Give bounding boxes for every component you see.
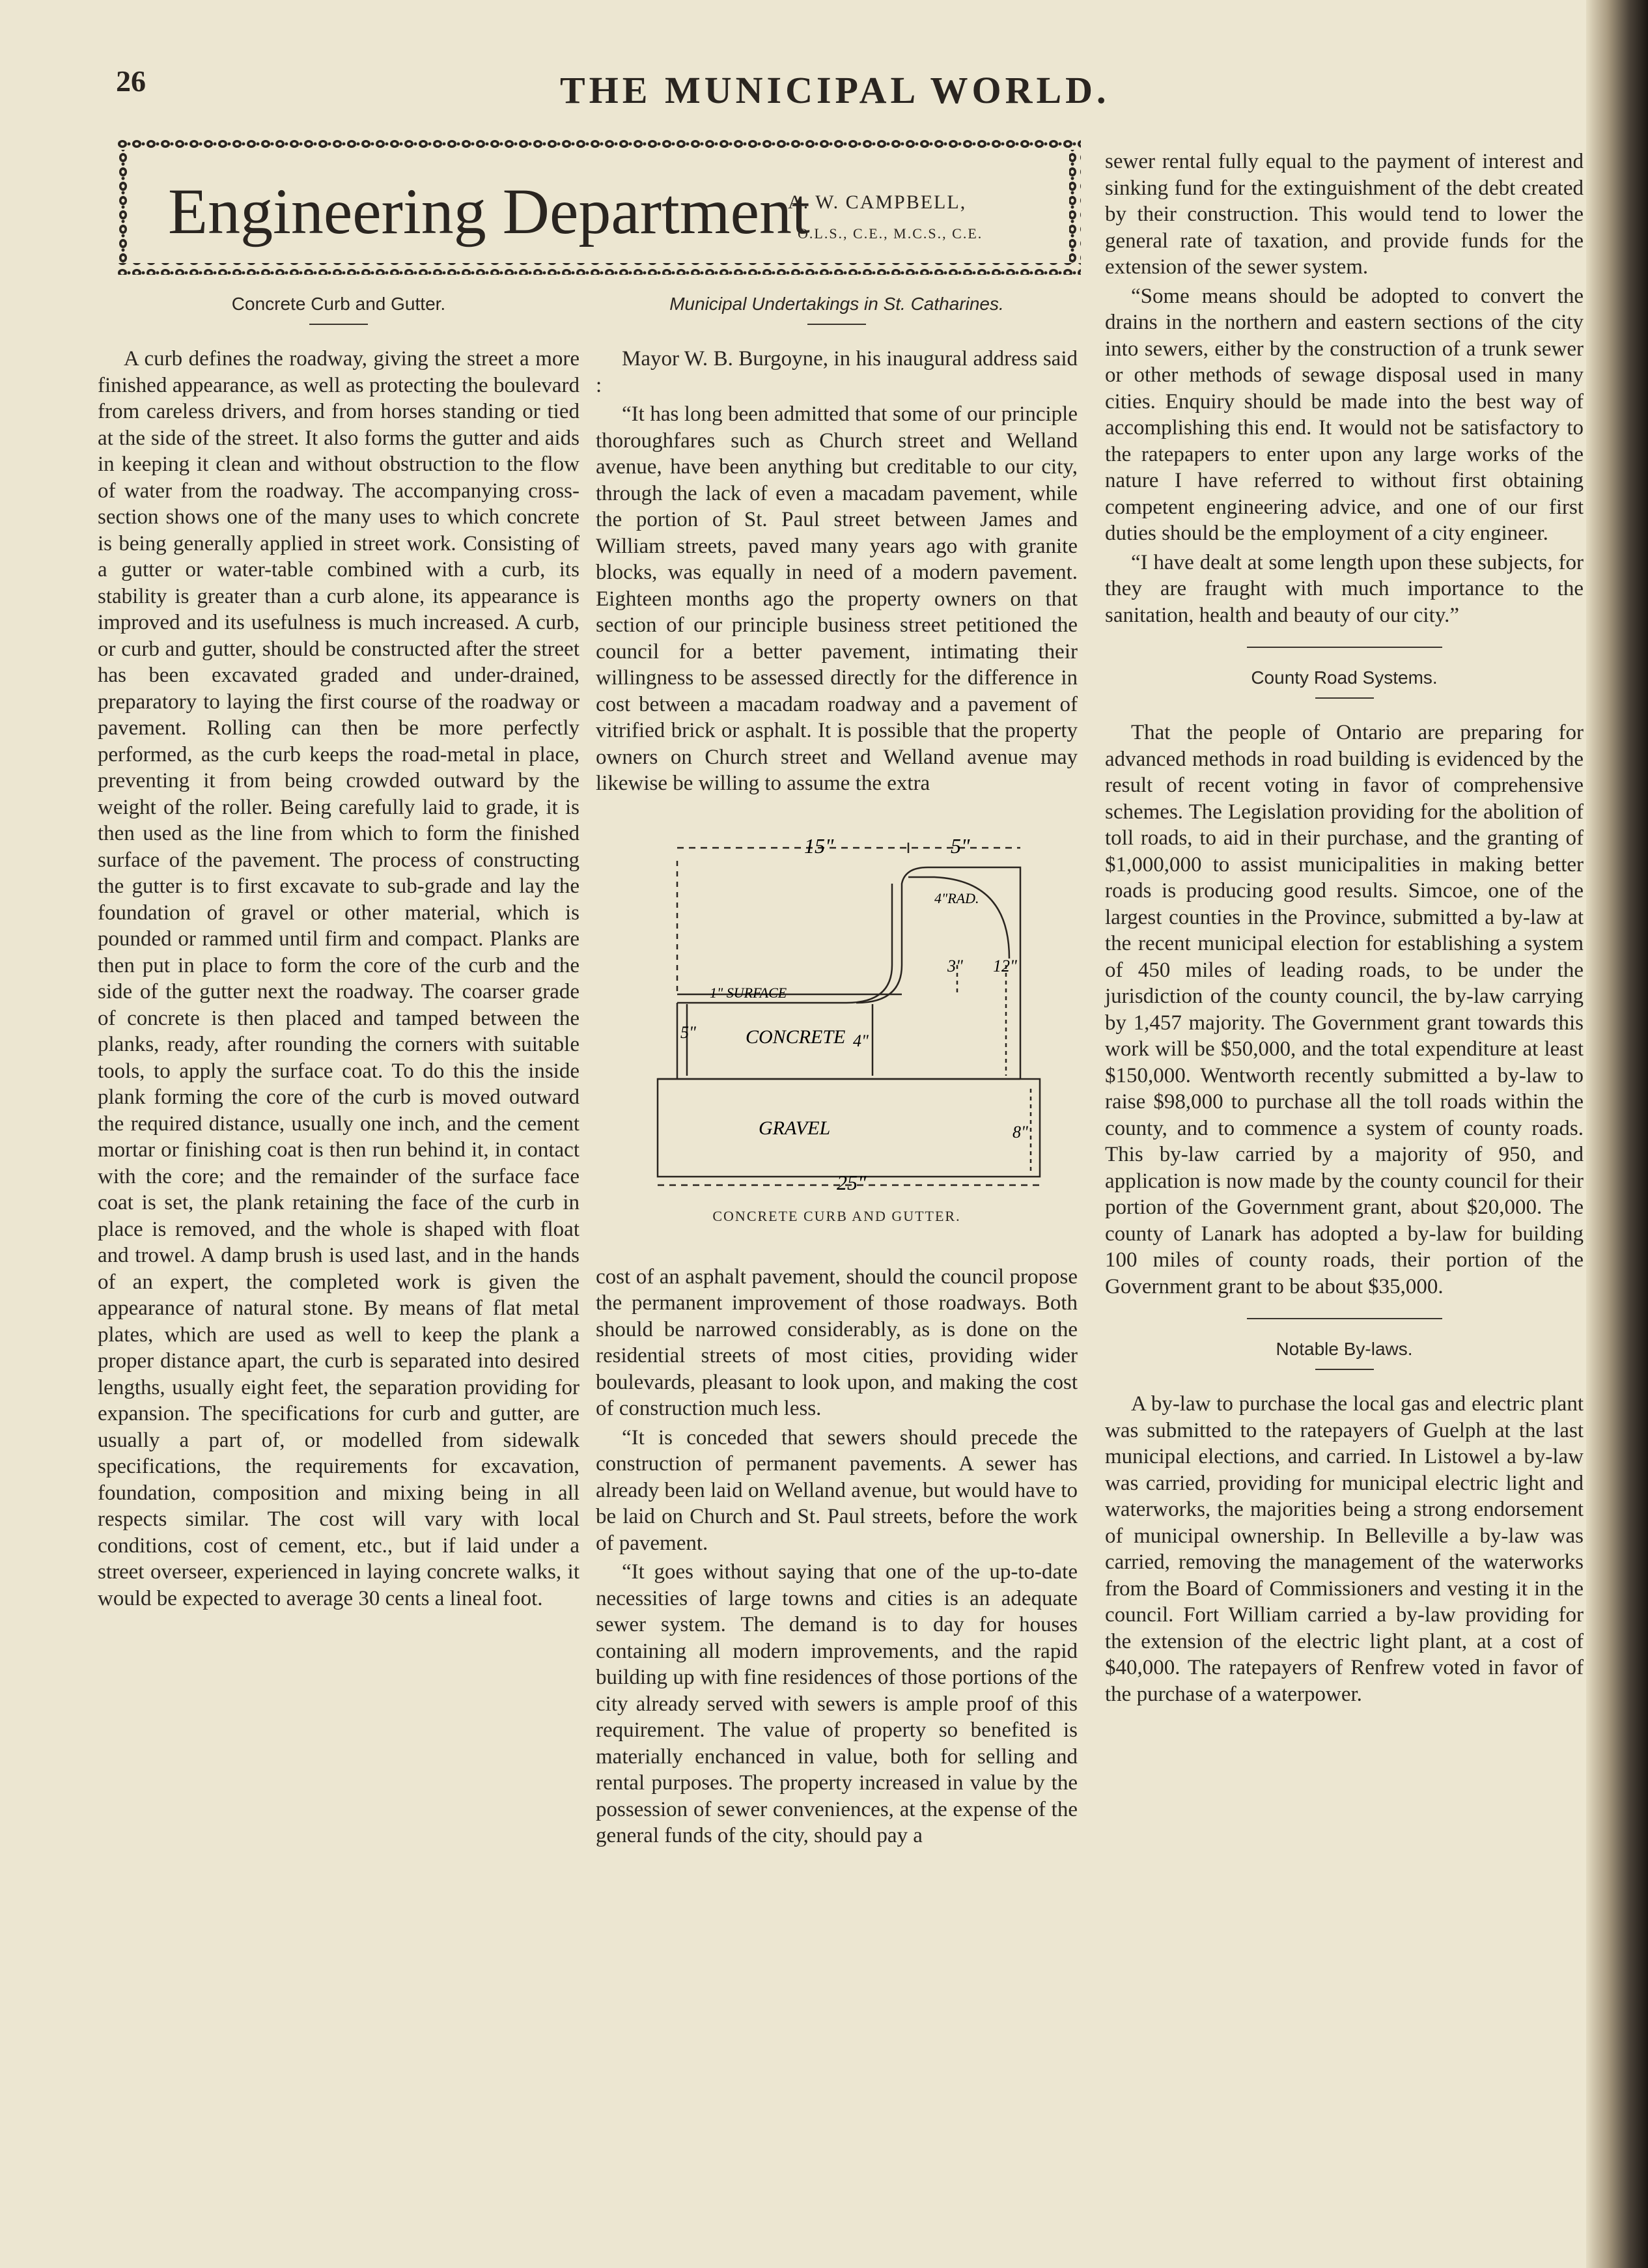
catharines-paragraph-4b: sewer rental fully equal to the payment of interest and sinking fund for the extinguishment of the debt created by their construction. This would tend to lower the general rate of taxation, and provide funds for the extension of the sewer system. [1105, 150, 1584, 279]
page-edge-shadow [1586, 0, 1648, 2268]
bylaws-heading: Notable By-laws. [1276, 1339, 1413, 1359]
divider [1247, 1318, 1442, 1319]
cross-section-drawing [596, 828, 1078, 1193]
catharines-paragraph-1: Mayor W. B. Burgoyne, in his inaugural address said : [596, 347, 1078, 397]
column-1 [98, 283, 580, 1612]
dim-gutter-depth: 4" [853, 1031, 869, 1050]
running-head: THE MUNICIPAL WORLD. [560, 69, 1110, 111]
curb-heading: Concrete Curb and Gutter. [231, 294, 446, 314]
dim-radius: 4"RAD. [934, 889, 979, 906]
column-2 [596, 283, 1078, 1849]
divider [807, 324, 866, 325]
page-number: 26 [116, 64, 146, 98]
divider [1315, 1369, 1374, 1370]
dim-curb-face: 3" [947, 956, 963, 975]
catharines-paragraph-5: “Some means should be adopted to convert the drains in the northern and eastern sections of the city into sewers, either by the construction of a trunk sewer or other methods of sewage disposal used in many cities. Enquiry should be made into the best way of accomplishing this end. It would not be satisfactory to the ratepapers to enter upon any large works of the nature I have referred to without first obtaining competent engineering advice, and one of our first duties should be the employment of a city engineer. [1105, 284, 1584, 545]
county-roads-body: That the people of Ontario are preparing for advanced methods in road building is evidenced by the result of recent voting in favor of comprehensive schemes. The Legislation providing for the abolition of toll roads, to aid in their purchase, and the granting of $1,000,000 to assist municipalities in making better roads is producing good results. Simcoe, one of the largest counties in the Province, submitted a by-law at the recent municipal election for establishing a system of 450 miles of leading roads, to be under the jurisdiction of the county council, the by-law carrying by 1,457 majority. The Government grant towards this work will be $50,000, and the total expenditure at least $150,000. Wentworth recently submitted a by-law to raise $98,000 to purchase all the toll roads within the county, and to commence a system of county roads. This by-law carried by a majority of 950, and application is now made by the county council for their portion of the Government grant, about $20,000. The county of Lanark has adopted a by-law for building 100 miles of county roads, their portion of the Government grant to be about $35,000. [1105, 721, 1584, 1298]
catharines-paragraph-2a: “It has long been admitted that some of our principle thoroughfares such as Church street and Welland avenue, have been anything but creditable to our city, through the lack of even a macadam pavement, while the portion of St. Paul street between James and William streets, paved many years ago with granite blocks, was equally in need of a modern pavement. Eighteen months ago the property owners on that section of our principle business street petitioned the council for a better pavement, intimating their willingness to be assessed directly for the difference in cost between a macadam roadway and a pavement of vitrified brick or asphalt. It is possible that the property owners on Church street and Welland avenue may likewise be willing to assume the extra [596, 402, 1078, 795]
dim-gravel-depth: 8" [1013, 1122, 1028, 1141]
dim-concrete-depth: 5" [680, 1022, 696, 1042]
divider [1315, 697, 1374, 699]
catharines-paragraph-2b: cost of an asphalt pavement, should the council propose the permanent improvement of those roadways. Both should be narrowed considerably, as is done on the residential streets of most cities, providing wider boulevards, pleasant to look upon, and making the cost of construction much less. [596, 1265, 1078, 1420]
curb-diagram [596, 828, 1078, 1230]
catharines-heading: Municipal Undertakings in St. Catharines. [669, 294, 1004, 314]
catharines-paragraph-6: “I have dealt at some length upon these subjects, for they are fraught with much importance to the sanitation, health and beauty of our city.” [1105, 550, 1584, 627]
department-title: Engineering Department [168, 175, 810, 247]
county-roads-heading: County Road Systems. [1251, 667, 1438, 688]
author-name: A. W. CAMPBELL, [788, 191, 967, 213]
column-3 [1105, 148, 1584, 1707]
divider [309, 324, 368, 325]
concrete-label: CONCRETE [746, 1026, 846, 1048]
surface-label: 1" SURFACE [710, 984, 787, 1001]
catharines-paragraph-4a: “It goes without saying that one of the up-to-date necessities of large towns and cities is an adequate sewer system. The demand is to day for houses containing all modern improvements, and the rapid building up with fine residences of those portions of the city already served with sewers is ample proof of this requirement. The value of property so benefited is materially enchanced in value, both for selling and rental purposes. The property increased in value by the possession of sewer conveniences, at the expense of the general funds of the city, should pay a [596, 1560, 1078, 1847]
dim-top-left: 15" [804, 833, 834, 858]
dim-top-right: 5" [951, 833, 970, 858]
gravel-label: GRAVEL [759, 1117, 831, 1139]
dim-curb-height: 12" [993, 956, 1017, 975]
curb-body: A curb defines the roadway, giving the street a more finished appearance, as well as protecting the boulevard from careless drivers, and from horses standing or tied at the side of the street. It also forms the gutter and aids in keeping it clean and without obstruction to the flow of water from the roadway. The accompanying cross-section shows one of the many uses to which concrete is being generally applied in street work. Consisting of a gutter or water-table combined with a curb, its stability is greater than a curb alone, its appearance is improved and its usefulness is much increased. A curb, or curb and gutter, should be constructed after the street has been excavated graded and under-drained, preparatory to laying the first course of the roadway or pavement. Rolling can then be more perfectly performed, as the curb keeps the road-metal in place, preventing it from being crowded outward by the weight of the roller. Being carefully laid to grade, it is then used as the line from which to form the finished surface of the pavement. The process of constructing the gutter is to first excavate to sub-grade and lay the foundation of gravel or other material, which is pounded or rammed until firm and compact. Planks are then put in place to form the core of the curb and the side of the gutter next the roadway. The coarser grade of concrete is then placed and tamped between the planks, ready, after rounding the corners with suitable tools, to apply the surface coat. To do this the inside plank forming the core of the curb is moved outward the required distance, usually one inch, and the cement mortar or finishing coat is then run behind it, in contact with the core; and the remainder of the surface face coat is set, the plank retaining the face of the curb in place is removed, and the whole is shaped with float and trowel. A damp brush is used last, and in the hands of an expert, the completed work is given the appearance of natural stone. By means of flat metal plates, which are used as well to keep the plank a proper distance apart, the curb is separated into desired lengths, usually eight feet, the separation providing for expansion. The specifications for curb and gutter, are usually a part of, or modelled from sidewalk specifications, the requirements for excavation, foundation, composition and mixing being in all respects similar. The cost will vary with local conditions, cost of cement, etc., but if laid under a street overseer, experienced in laying concrete walks, it would be expected to average 30 cents a lineal foot. [98, 347, 580, 1610]
divider [1247, 647, 1442, 648]
dim-bottom: 25" [837, 1170, 867, 1193]
catharines-paragraph-3: “It is conceded that sewers should precede the construction of permanent pavements. A sewer has already been laid on Welland avenue, but would have to be laid on Church and St. Paul streets, before the work of pavement. [596, 1425, 1078, 1555]
department-banner [117, 138, 1081, 275]
diagram-caption: CONCRETE CURB AND GUTTER. [712, 1208, 961, 1224]
bylaws-body: A by-law to purchase the local gas and electric plant was submitted to the ratepayers of Guelph at the last municipal elections, and carried. In Listowel a by-law was carried, providing for municipal electric light and waterworks, the majorities being a strong endorsement of municipal ownership. In Belleville a by-law was carried, removing the management of the waterworks from the Board of Commissioners and vesting it in the council. Fort William carried a by-law providing for the extension of the electric light plant, at a cost of $40,000. The ratepayers of Renfrew voted in favor of the purchase of a waterpower. [1105, 1392, 1584, 1706]
author-credentials: O.L.S., C.E., M.C.S., C.E. [798, 225, 983, 242]
